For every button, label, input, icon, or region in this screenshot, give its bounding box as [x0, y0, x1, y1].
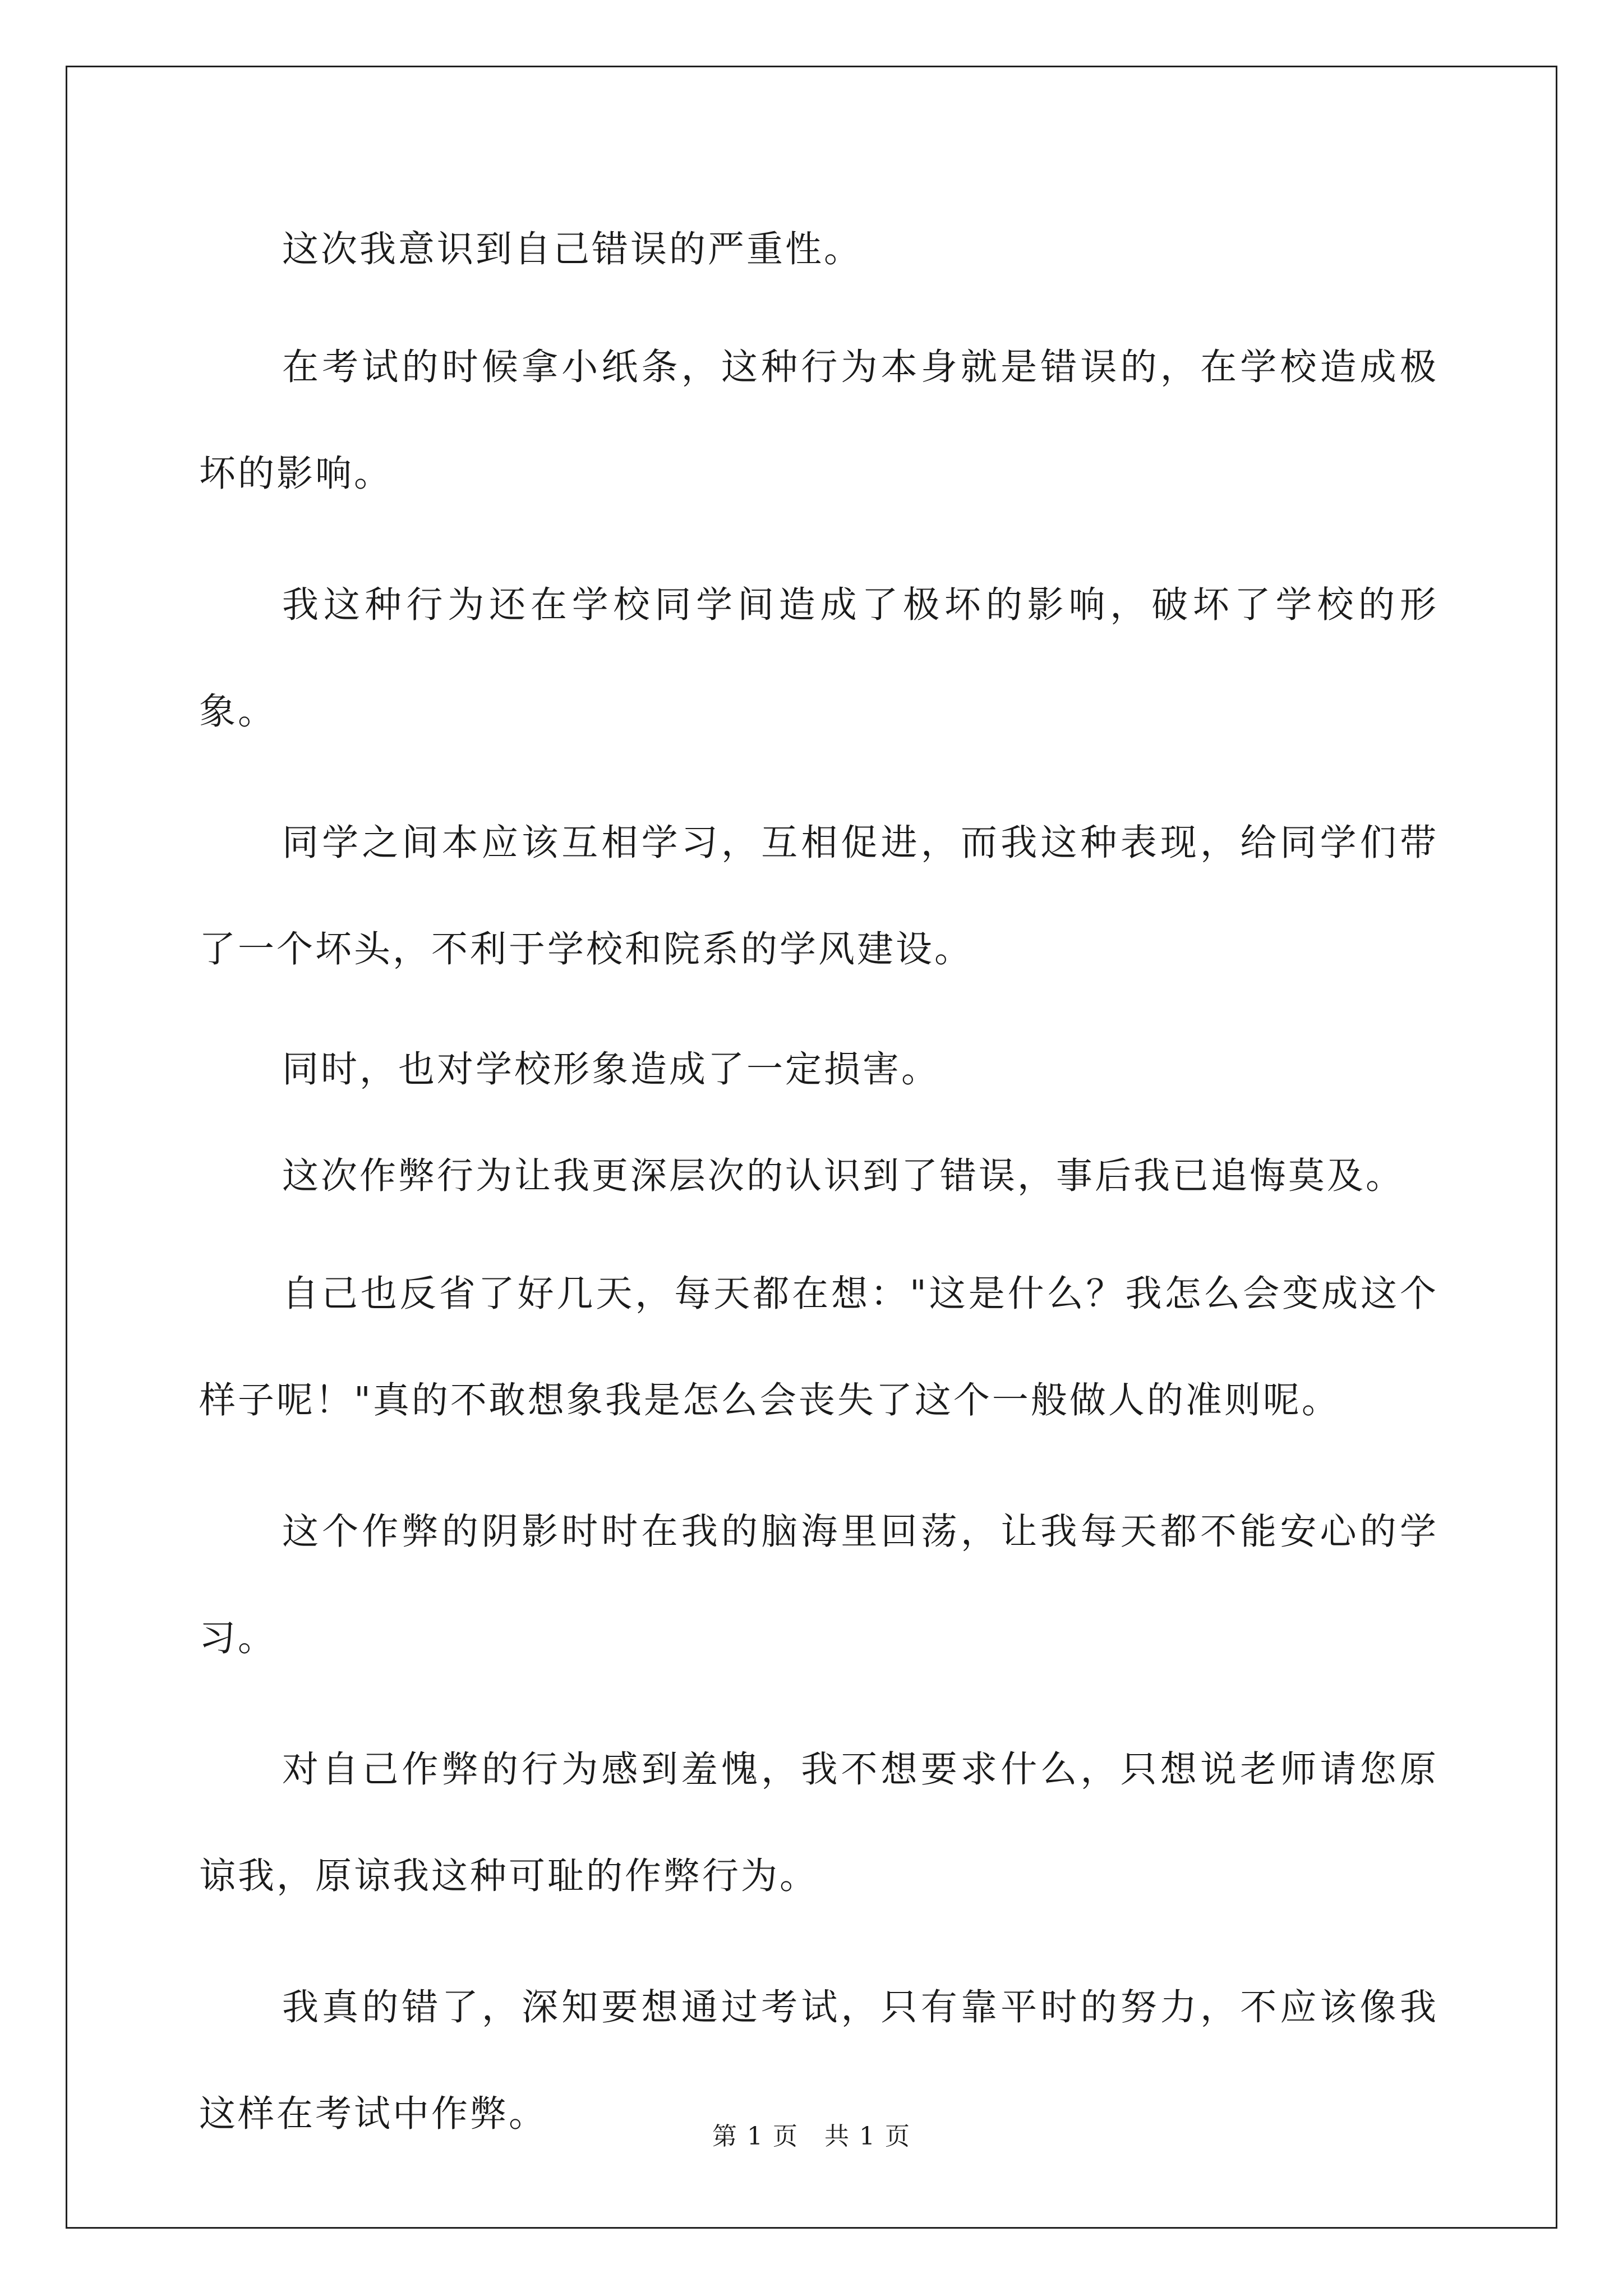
paragraph-10: 我真的错了，深知要想通过考试，只有靠平时的努力，不应该像我这样在考试中作弊。	[199, 1986, 1438, 2135]
paragraph-7: 自己也反省了好几天，每天都在想："这是什么？我怎么会变成这个样子呢！"真的不敢想象我是怎么会丧失了这个一般做人的准则呢。	[199, 1273, 1438, 1421]
page-number-footer: 第 1 页 共 1 页	[712, 2122, 911, 2151]
paragraph-8: 这个作弊的阴影时时在我的脑海里回荡，让我每天都不能安心的学习。	[199, 1511, 1438, 1659]
paragraph-6: 这次作弊行为让我更深层次的认识到了错误，事后我已追悔莫及。	[282, 1155, 1405, 1197]
paragraph-9: 对自己作弊的行为感到羞愧，我不想要求什么，只想说老师请您原谅我，原谅我这种可耻的作弊行为。	[199, 1749, 1438, 1897]
paragraph-2: 在考试的时候拿小纸条，这种行为本身就是错误的，在学校造成极坏的影响。	[199, 346, 1438, 495]
paragraph-1: 这次我意识到自己错误的严重性。	[282, 228, 863, 270]
paragraph-5: 同时，也对学校形象造成了一定损害。	[282, 1048, 940, 1091]
paragraph-4: 同学之间本应该互相学习，互相促进，而我这种表现，给同学们带了一个坏头，不利于学校和院系的学风建设。	[199, 822, 1438, 970]
document-body	[199, 208, 1438, 2192]
paragraph-3: 我这种行为还在学校同学间造成了极坏的影响，破坏了学校的形象。	[199, 584, 1438, 733]
